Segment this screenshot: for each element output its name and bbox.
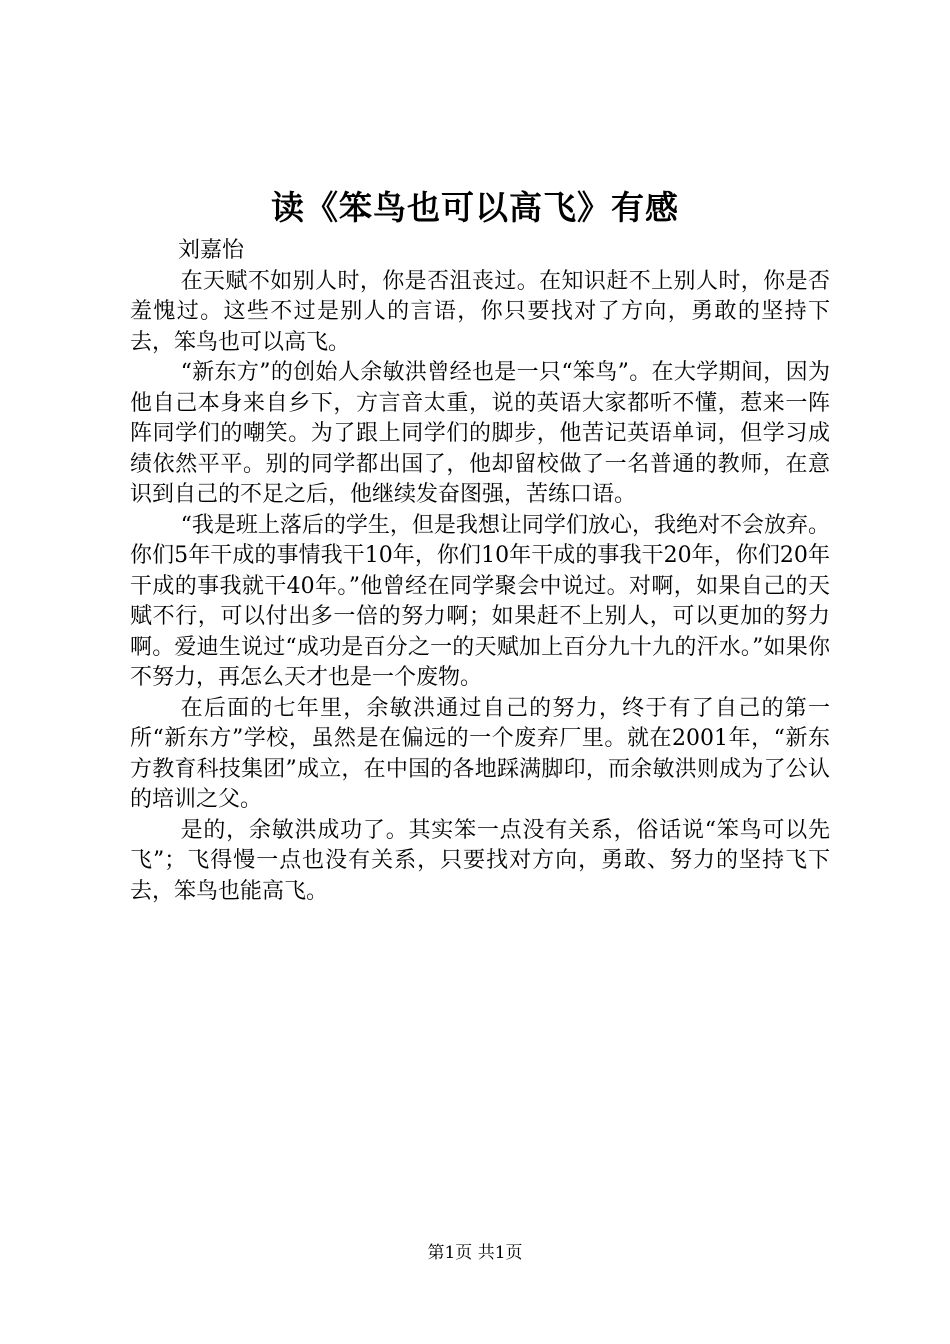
paragraph-3: “我是班上落后的学生，但是我想让同学们放心，我绝对不会放弃。你们5年干成的事情我干10年，你们10年干成的事我干20年，你们20年干成的事我就干40年。”他曾经在同学聚会中说过。对啊，如果自己的天赋不行，可以付出多一倍的努力啊；如果赶不上别人，可以更加的努力啊。爱迪生说过“成功是百分之一的天赋加上百分九十九的汗水。”如果你不努力，再怎么天才也是一个废物。 [130,512,830,690]
page-footer: 第1页 共1页 [427,1243,523,1263]
author-name: 刘嘉怡 [178,238,245,263]
paragraph-1: 在天赋不如别人时，你是否沮丧过。在知识赶不上别人时，你是否羞愧过。这些不过是别人的言语，你只要找对了方向，勇敢的坚持下去，笨鸟也可以高飞。 [130,268,830,355]
paragraph-4: 在后面的七年里，余敏洪通过自己的努力，终于有了自己的第一所“新东方”学校，虽然是在偏远的一个废弃厂里。就在2001年，“新东方教育科技集团”成立，在中国的各地踩满脚印，而余敏洪则成为了公认的培训之父。 [130,695,830,812]
document-title: 读《笨鸟也可以高飞》有感 [271,188,679,227]
document-body [130,236,830,907]
paragraph-2: “新东方”的创始人余敏洪曾经也是一只“笨鸟”。在大学期间，因为他自己本身来自乡下，方言音太重，说的英语大家都听不懂，惹来一阵阵同学们的嘲笑。为了跟上同学们的脚步，他苦记英语单词，但学习成绩依然平平。别的同学都出国了，他却留校做了一名普通的教师，在意识到自己的不足之后，他继续发奋图强，苦练口语。 [130,360,830,507]
paragraph-5: 是的，余敏洪成功了。其实笨一点没有关系，俗话说“笨鸟可以先飞”；飞得慢一点也没有关系，只要找对方向，勇敢、努力的坚持飞下去，笨鸟也能高飞。 [130,817,830,904]
